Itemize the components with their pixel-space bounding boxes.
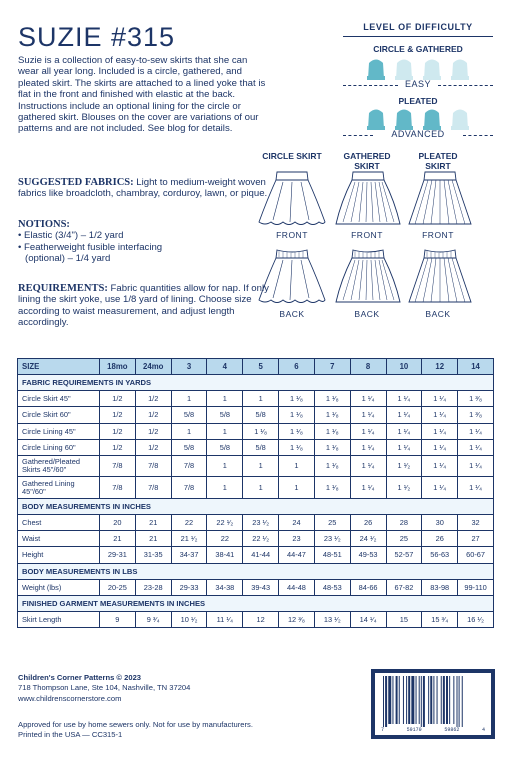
table-section-heading: FINISHED GARMENT MEASUREMENTS IN INCHES: [18, 595, 494, 611]
size-column-header: 10: [386, 359, 422, 375]
table-cell: 21: [135, 514, 171, 530]
table-cell: 44-48: [279, 579, 315, 595]
printed-notice: Printed in the USA — CC315-1: [18, 730, 123, 740]
table-cell: 1 ¹⁄₄: [422, 423, 458, 439]
barcode-bar: [453, 676, 454, 724]
size-column-header: 6: [279, 359, 315, 375]
barcode-bar: [383, 676, 384, 730]
barcode-bar: [433, 676, 434, 724]
table-cell: 1 ¹⁄₈: [314, 423, 350, 439]
barcode-digits: [381, 727, 485, 733]
table-cell: 9: [99, 611, 135, 627]
company-name: Children's Corner Patterns © 2023: [18, 673, 142, 682]
table-cell: 5/8: [207, 439, 243, 455]
table-cell: 49-53: [350, 547, 386, 563]
circle-back-label: BACK: [279, 309, 305, 319]
row-label: Circle Skirt 45": [18, 391, 100, 407]
row-label: Circle Skirt 60": [18, 407, 100, 423]
table-cell: 1 ³⁄₈: [458, 407, 494, 423]
size-column-header: 24mo: [135, 359, 171, 375]
table-cell: 24: [279, 514, 315, 530]
table-cell: 1 ¹⁄₈: [314, 477, 350, 499]
table-cell: 1 ¹⁄₄: [350, 391, 386, 407]
table-cell: 1 ¹⁄₄: [350, 477, 386, 499]
barcode-bar: [437, 676, 438, 724]
gathered-back-label: BACK: [354, 309, 380, 319]
table-cell: 1: [243, 455, 279, 477]
company-address: 718 Thompson Lane, Ste 104, Nashville, TN 37204: [18, 683, 191, 693]
barcode-bar: [411, 676, 414, 724]
circle-skirt-front-illustration: [257, 170, 327, 228]
table-cell: 1 ¹⁄₄: [386, 391, 422, 407]
table-row: [18, 611, 494, 627]
table-cell: 16 ¹⁄₂: [458, 611, 494, 627]
table-cell: 1: [207, 455, 243, 477]
gathered-front-label: FRONT: [351, 230, 383, 240]
difficulty-advanced-label: ADVANCED: [343, 129, 493, 141]
table-cell: 1/2: [135, 439, 171, 455]
table-cell: 67-82: [386, 579, 422, 595]
notions-item: • Featherweight fusible interfacing: [18, 241, 163, 253]
table-cell: 5/8: [243, 439, 279, 455]
circle-skirt-header: CIRCLE SKIRT: [262, 151, 322, 161]
barcode-bar: [423, 676, 425, 730]
table-cell: 39-43: [243, 579, 279, 595]
size-column-header: 5: [243, 359, 279, 375]
barcode-bar: [403, 676, 404, 724]
table-cell: 23 ¹⁄₂: [314, 531, 350, 547]
table-cell: 20: [99, 514, 135, 530]
table-cell: 20-25: [99, 579, 135, 595]
table-row: [18, 579, 494, 595]
table-section-row: [18, 375, 494, 391]
requirements-section: [18, 283, 273, 329]
barcode-digit: 59862: [444, 727, 460, 733]
barcode-bar: [408, 676, 410, 724]
circle-skirt-back-illustration: [257, 248, 327, 306]
table-cell: 1 ¹⁄₈: [243, 423, 279, 439]
table-cell: 24 ¹⁄₂: [350, 531, 386, 547]
table-cell: 1: [207, 423, 243, 439]
table-cell: 9 ³⁄₄: [135, 611, 171, 627]
difficulty-group1-label: CIRCLE & GATHERED: [373, 44, 463, 54]
table-cell: 1 ¹⁄₈: [314, 391, 350, 407]
barcode-bar: [443, 676, 445, 724]
row-label: Skirt Length: [18, 611, 100, 627]
table-cell: 1/2: [99, 439, 135, 455]
notions-item: (optional) – 1/4 yard: [25, 253, 111, 265]
pattern-title: SUZIE #315: [18, 22, 176, 52]
barcode-bar: [392, 676, 393, 724]
table-cell: 1: [279, 455, 315, 477]
row-label: Circle Lining 60": [18, 439, 100, 455]
table-cell: 1: [243, 477, 279, 499]
barcode-bar: [388, 676, 391, 724]
table-cell: 84-66: [350, 579, 386, 595]
table-cell: 1 ¹⁄₈: [279, 439, 315, 455]
table-cell: 1: [279, 477, 315, 499]
barcode-bar: [399, 676, 400, 724]
table-cell: 22 ¹⁄₂: [207, 514, 243, 530]
publisher-info: [18, 673, 190, 704]
barcode-bar: [446, 676, 448, 724]
table-section-row: [18, 498, 494, 514]
gathered-skirt-header: GATHERED SKIRT: [343, 151, 391, 171]
table-cell: 21: [99, 531, 135, 547]
difficulty-thimbles-advanced: [358, 107, 478, 131]
table-cell: 1 ¹⁄₈: [279, 407, 315, 423]
table-cell: 34-37: [171, 547, 207, 563]
upc-barcode: [371, 669, 495, 739]
table-header-row: [18, 359, 494, 375]
table-cell: 1 ¹⁄₄: [422, 477, 458, 499]
table-cell: 11 ¹⁄₄: [207, 611, 243, 627]
table-cell: 29-33: [171, 579, 207, 595]
table-cell: 22 ¹⁄₂: [243, 531, 279, 547]
pleated-skirt-back-illustration: [405, 248, 475, 306]
table-cell: 1 ¹⁄₄: [458, 455, 494, 477]
barcode-bar: [441, 676, 442, 724]
table-cell: 5/8: [171, 407, 207, 423]
size-column-header: 14: [458, 359, 494, 375]
table-row: [18, 547, 494, 563]
size-chart-table: [17, 358, 494, 628]
table-row: [18, 439, 494, 455]
table-row: [18, 407, 494, 423]
difficulty-divider: [343, 36, 493, 37]
table-cell: 28: [386, 514, 422, 530]
barcode-bar: [430, 676, 432, 724]
table-cell: 1 ¹⁄₄: [386, 439, 422, 455]
table-cell: 7/8: [135, 455, 171, 477]
table-cell: 13 ¹⁄₂: [314, 611, 350, 627]
intro-text: Suzie is a collection of easy-to-sew skirts that she can wear all year long. Included is a circle, gathered, and pleated skirt. The skirts are attached to a lined yoke that is flat in the front and finished with elastic at the back. Instructions include an optional lining for the circle or gathered skirt. Blouses on the cover are variations of our patterns and are not included. See blog for details.: [18, 55, 266, 135]
table-cell: 1/2: [99, 391, 135, 407]
barcode-bar: [457, 676, 458, 730]
table-cell: 12: [243, 611, 279, 627]
table-cell: 1: [207, 391, 243, 407]
suggested-fabrics-heading: SUGGESTED FABRICS:: [18, 177, 134, 188]
row-label: Height: [18, 547, 100, 563]
table-cell: 21: [135, 531, 171, 547]
table-cell: 1 ¹⁄₄: [350, 455, 386, 477]
table-cell: 1 ¹⁄₄: [458, 477, 494, 499]
table-cell: 48-51: [314, 547, 350, 563]
barcode-digit: 7: [381, 727, 385, 733]
table-row: [18, 514, 494, 530]
barcode-bar: [428, 676, 429, 724]
barcode-bar: [449, 676, 450, 724]
table-cell: 38-41: [207, 547, 243, 563]
table-cell: 25: [386, 531, 422, 547]
row-label: Chest: [18, 514, 100, 530]
table-cell: 1 ¹⁄₄: [458, 423, 494, 439]
table-cell: 1 ¹⁄₄: [350, 439, 386, 455]
barcode-bar: [416, 676, 417, 724]
table-row: [18, 423, 494, 439]
table-cell: 1 ¹⁄₄: [422, 439, 458, 455]
table-cell: 23 ¹⁄₂: [243, 514, 279, 530]
table-section-row: [18, 595, 494, 611]
barcode-digit: 4: [481, 727, 485, 733]
pleated-back-label: BACK: [425, 309, 451, 319]
barcode-bar: [421, 676, 422, 730]
table-cell: 1 ³⁄₈: [458, 391, 494, 407]
barcode-digit: 59170: [406, 727, 422, 733]
table-cell: 1/2: [99, 423, 135, 439]
table-cell: 31-35: [135, 547, 171, 563]
table-section-heading: BODY MEASUREMENTS IN INCHES: [18, 498, 494, 514]
table-cell: 1: [171, 423, 207, 439]
table-cell: 7/8: [99, 455, 135, 477]
table-cell: 14 ¹⁄₄: [350, 611, 386, 627]
table-cell: 1 ¹⁄₈: [314, 407, 350, 423]
pleated-skirt-front-illustration: [405, 170, 475, 228]
table-cell: 1 ¹⁄₄: [422, 455, 458, 477]
table-cell: 1 ¹⁄₄: [386, 407, 422, 423]
table-cell: 1/2: [99, 407, 135, 423]
table-cell: 15 ³⁄₄: [422, 611, 458, 627]
row-label: Gathered/Pleated Skirts 45"/60": [18, 455, 100, 477]
size-column-header: 7: [314, 359, 350, 375]
difficulty-easy-label: EASY: [343, 79, 493, 91]
table-cell: 1: [207, 477, 243, 499]
table-cell: 12 ³⁄₈: [279, 611, 315, 627]
circle-front-label: FRONT: [276, 230, 308, 240]
approval-notice: Approved for use by home sewers only. Not for use by manufacturers.: [18, 720, 253, 729]
suggested-fabrics-text: Light to medium-weight woven fabrics like broadcloth, chambray, corduroy, lawn, or pique.: [18, 177, 268, 200]
table-cell: 1 ¹⁄₈: [314, 455, 350, 477]
table-cell: 52-57: [386, 547, 422, 563]
table-cell: 22: [207, 531, 243, 547]
table-cell: 1: [243, 391, 279, 407]
table-section-row: [18, 563, 494, 579]
difficulty-thimbles-easy: [358, 57, 478, 81]
table-cell: 56-63: [422, 547, 458, 563]
table-cell: 1 ¹⁄₈: [279, 423, 315, 439]
table-cell: 1/2: [135, 407, 171, 423]
table-row: [18, 455, 494, 477]
row-label: Gathered Lining 45"/60": [18, 477, 100, 499]
size-column-header: 8: [350, 359, 386, 375]
table-cell: 34-38: [207, 579, 243, 595]
company-website: www.childrenscornerstore.com: [18, 693, 122, 703]
table-cell: 44-47: [279, 547, 315, 563]
size-column-header: 12: [422, 359, 458, 375]
table-cell: 27: [458, 531, 494, 547]
table-section-heading: BODY MEASUREMENTS IN LBS: [18, 563, 494, 579]
gathered-skirt-front-illustration: [333, 170, 403, 228]
table-cell: 32: [458, 514, 494, 530]
row-label: Waist: [18, 531, 100, 547]
barcode-bar: [396, 676, 398, 724]
table-cell: 5/8: [171, 439, 207, 455]
table-cell: 1 ¹⁄₄: [422, 391, 458, 407]
table-cell: 1 ¹⁄₄: [350, 423, 386, 439]
table-cell: 1 ¹⁄₈: [279, 391, 315, 407]
difficulty-group2-label: PLEATED: [398, 96, 438, 106]
table-section-heading: FABRIC REQUIREMENTS IN YARDS: [18, 375, 494, 391]
table-cell: 22: [171, 514, 207, 530]
suggested-fabrics: [18, 177, 268, 200]
table-cell: 26: [422, 531, 458, 547]
table-cell: 1 ¹⁄₂: [386, 477, 422, 499]
table-cell: 7/8: [135, 477, 171, 499]
barcode-bar: [419, 676, 420, 724]
table-cell: 21 ¹⁄₂: [171, 531, 207, 547]
table-cell: 1/2: [135, 391, 171, 407]
size-column-header: 4: [207, 359, 243, 375]
notions-section: [18, 219, 268, 265]
table-cell: 29-31: [99, 547, 135, 563]
table-cell: 7/8: [171, 477, 207, 499]
table-row: [18, 391, 494, 407]
notions-item: • Elastic (3/4") – 1/2 yard: [18, 230, 124, 242]
table-cell: 15: [386, 611, 422, 627]
size-column-header: 3: [171, 359, 207, 375]
pleated-skirt-header: PLEATED SKIRT: [418, 151, 458, 171]
table-cell: 5/8: [207, 407, 243, 423]
table-cell: 7/8: [171, 455, 207, 477]
pleated-front-label: FRONT: [422, 230, 454, 240]
row-label: Circle Lining 45": [18, 423, 100, 439]
table-cell: 83-98: [422, 579, 458, 595]
table-cell: 1/2: [135, 423, 171, 439]
table-cell: 23-28: [135, 579, 171, 595]
table-cell: 99-110: [458, 579, 494, 595]
table-cell: 25: [314, 514, 350, 530]
table-cell: 41-44: [243, 547, 279, 563]
table-cell: 7/8: [99, 477, 135, 499]
table-cell: 1 ¹⁄₂: [386, 455, 422, 477]
requirements-heading: REQUIREMENTS:: [18, 283, 108, 294]
barcode-bars-icon: [375, 673, 491, 735]
table-cell: 30: [422, 514, 458, 530]
requirements-text: Fabric quantities allow for nap. If only lining the skirt yoke, use 1/8 yard of lining. Choose size according to waist measurement, and adjust length accordingly.: [18, 283, 269, 329]
table-cell: 1 ¹⁄₄: [386, 423, 422, 439]
size-column-header: 18mo: [99, 359, 135, 375]
table-cell: 48-53: [314, 579, 350, 595]
gathered-skirt-back-illustration: [333, 248, 403, 306]
barcode-bar: [462, 676, 463, 730]
table-cell: 1 ¹⁄₈: [314, 439, 350, 455]
barcode-bar: [385, 676, 387, 730]
barcode-bar: [459, 676, 460, 730]
table-cell: 5/8: [243, 407, 279, 423]
table-cell: 23: [279, 531, 315, 547]
barcode-bar: [406, 676, 407, 724]
table-cell: 10 ¹⁄₂: [171, 611, 207, 627]
table-cell: 1: [171, 391, 207, 407]
table-cell: 1 ¹⁄₄: [422, 407, 458, 423]
table-cell: 1 ¹⁄₄: [458, 439, 494, 455]
usage-notice: [18, 720, 253, 741]
size-header: SIZE: [18, 359, 100, 375]
table-cell: 60-67: [458, 547, 494, 563]
difficulty-title: LEVEL OF DIFFICULTY: [363, 22, 473, 32]
table-row: [18, 477, 494, 499]
table-cell: 26: [350, 514, 386, 530]
notions-heading: NOTIONS:: [18, 219, 70, 230]
table-cell: 1 ¹⁄₄: [350, 407, 386, 423]
table-row: [18, 531, 494, 547]
row-label: Weight (lbs): [18, 579, 100, 595]
